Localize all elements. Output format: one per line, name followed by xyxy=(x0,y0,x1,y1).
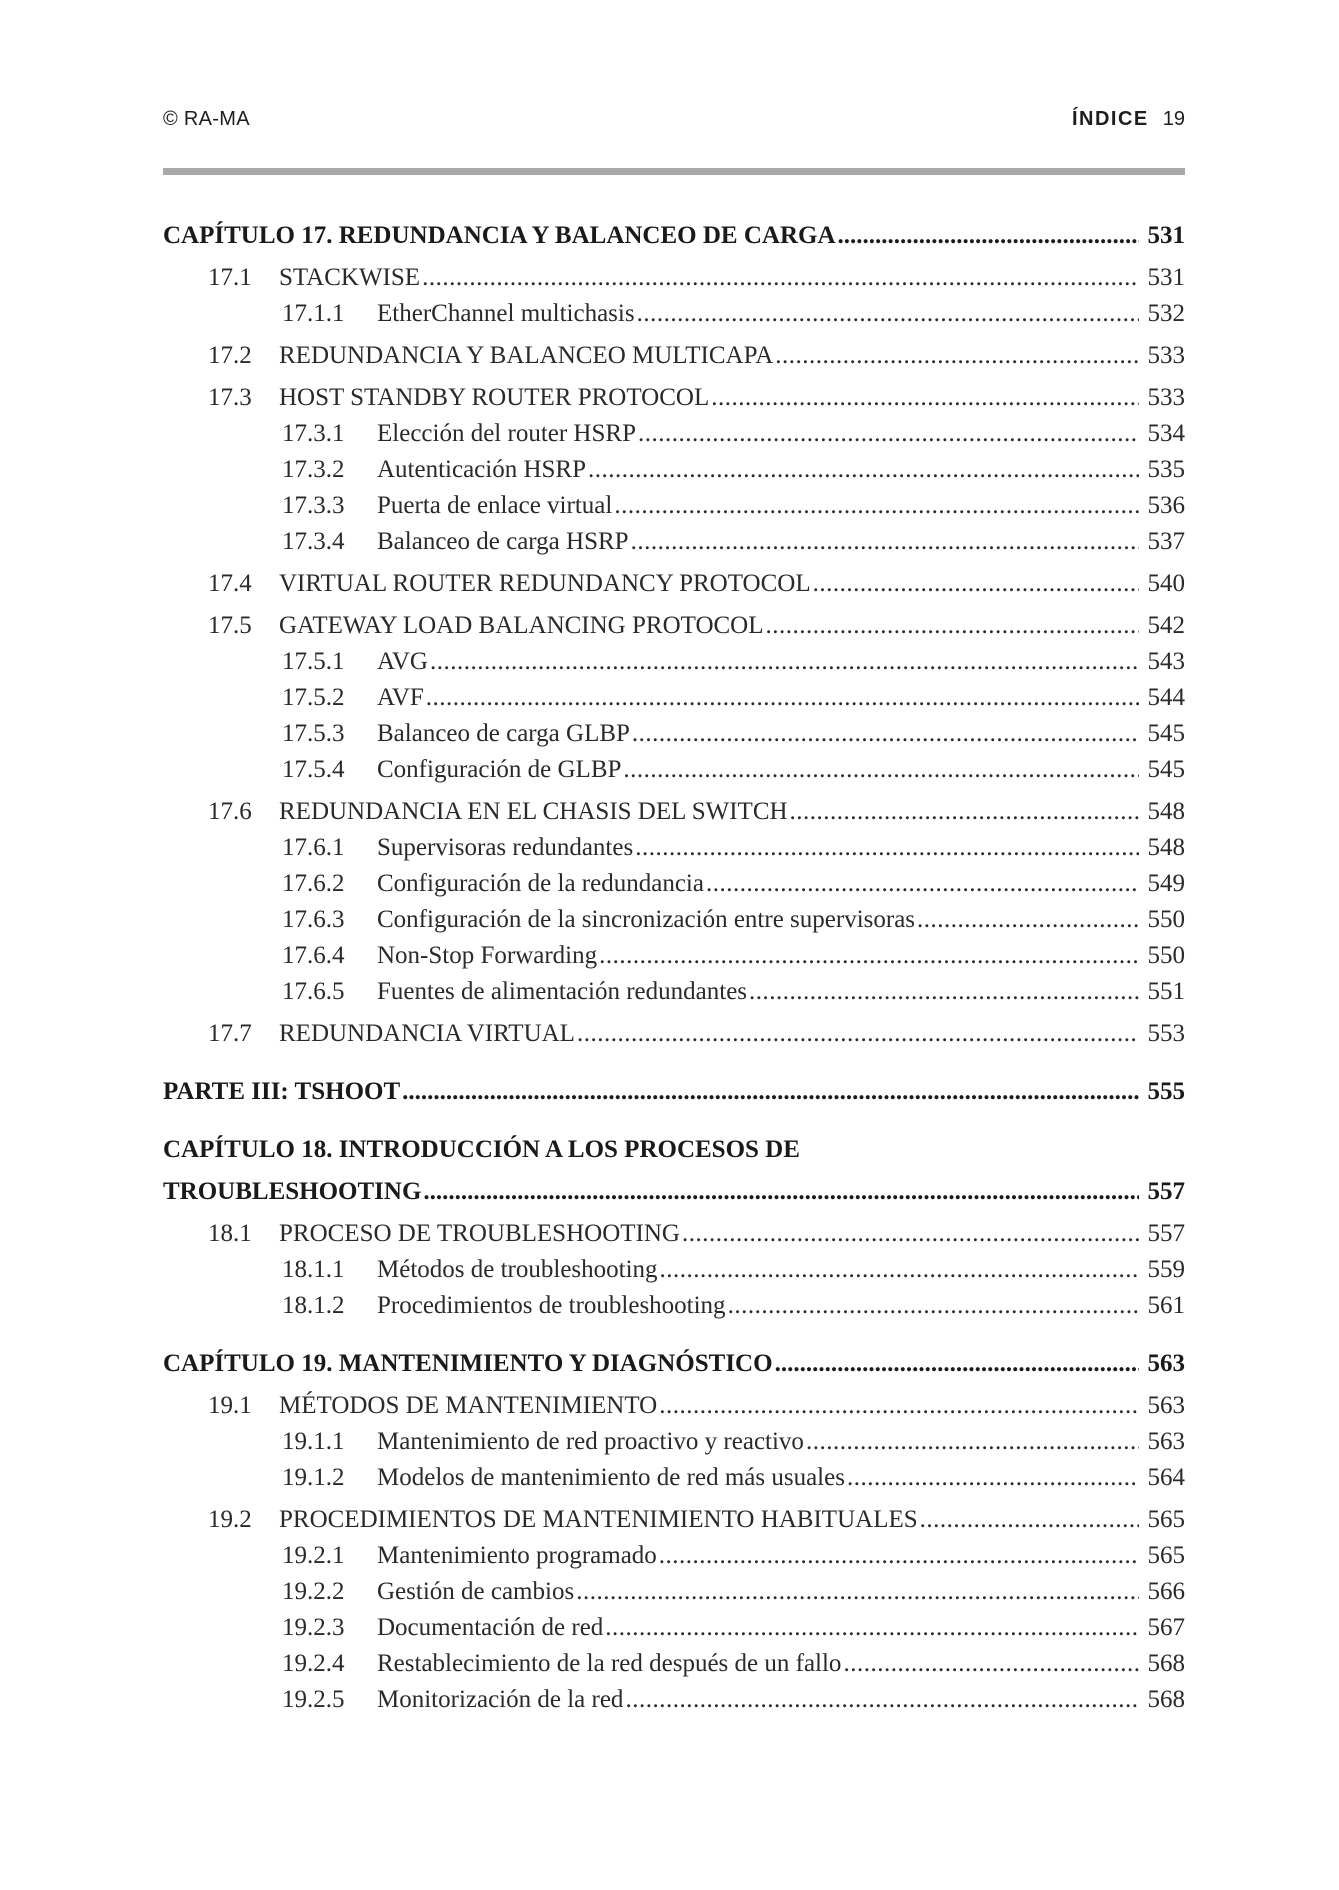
toc-entry-number: 17.3.1 xyxy=(282,420,345,447)
dot-leader xyxy=(917,906,1139,934)
dot-leader xyxy=(711,384,1139,412)
dot-leader xyxy=(422,264,1139,292)
dot-leader xyxy=(843,1650,1139,1678)
toc-entry-page: 564 xyxy=(1147,1464,1185,1491)
toc-entry-page: 531 xyxy=(1147,264,1185,291)
toc-entry-title: TROUBLESHOOTING xyxy=(163,1178,422,1205)
toc-entry-number: 18.1 xyxy=(208,1220,252,1247)
toc-entry-page: 532 xyxy=(1147,300,1185,327)
toc-entry-page: 548 xyxy=(1147,834,1185,861)
dot-leader xyxy=(599,942,1139,970)
toc-entry-number: 18.1.2 xyxy=(282,1292,345,1319)
toc-entry[interactable] xyxy=(163,264,1185,292)
toc-entry-title: Configuración de la redundancia xyxy=(377,870,704,897)
toc-entry[interactable] xyxy=(163,222,1185,250)
dot-leader xyxy=(623,756,1139,784)
dot-leader xyxy=(426,684,1139,712)
toc-entry-title: Autenticación HSRP xyxy=(377,456,587,483)
toc-entry-title: Puerta de enlace virtual xyxy=(377,492,613,519)
toc-entry-page: 536 xyxy=(1147,492,1185,519)
dot-leader xyxy=(625,1686,1139,1714)
toc-entry[interactable] xyxy=(163,720,1185,748)
toc-entry-number: 19.2.1 xyxy=(282,1542,345,1569)
header-right xyxy=(1072,108,1185,131)
toc-title-line1: CAPÍTULO 18. INTRODUCCIÓN A LOS PROCESOS DE xyxy=(163,1136,800,1163)
toc-entry-title: Configuración de GLBP xyxy=(377,756,622,783)
dot-leader xyxy=(766,612,1140,640)
toc-entry[interactable] xyxy=(163,1220,1185,1248)
toc-entry-number: 17.5 xyxy=(208,612,252,639)
dot-leader xyxy=(806,1428,1139,1456)
copyright-label: © RA-MA xyxy=(163,108,250,130)
toc-entry[interactable] xyxy=(163,942,1185,970)
toc-entry[interactable] xyxy=(163,1392,1185,1420)
dot-leader xyxy=(577,1020,1139,1048)
toc-entry-title: VIRTUAL ROUTER REDUNDANCY PROTOCOL xyxy=(279,570,811,597)
toc-entry-number: 17.7 xyxy=(208,1020,252,1047)
toc-entry-number: 17.3.3 xyxy=(282,492,345,519)
toc-entry[interactable] xyxy=(163,1614,1185,1642)
dot-leader xyxy=(749,978,1139,1006)
toc-entry-page: 557 xyxy=(1147,1220,1185,1247)
toc-entry-number: 17.1 xyxy=(208,264,252,291)
toc-entry-page: 568 xyxy=(1147,1650,1185,1677)
toc-entry-number: 17.5.3 xyxy=(282,720,345,747)
toc-entry[interactable] xyxy=(163,870,1185,898)
toc-entry-page: 543 xyxy=(1147,648,1185,675)
dot-leader xyxy=(631,528,1139,556)
dot-leader xyxy=(430,648,1139,676)
toc-entry-title: Configuración de la sincronización entre supervisoras xyxy=(377,906,916,933)
page-number: 19 xyxy=(1162,108,1185,130)
toc-entry-title: STACKWISE xyxy=(279,264,421,291)
toc-entry[interactable] xyxy=(163,528,1185,556)
toc-entry-title: Métodos de troubleshooting xyxy=(377,1256,658,1283)
dot-leader xyxy=(920,1506,1139,1534)
dot-leader xyxy=(638,420,1139,448)
toc-entry-title: Procedimientos de troubleshooting xyxy=(377,1292,726,1319)
toc-entry-title: HOST STANDBY ROUTER PROTOCOL xyxy=(279,384,710,411)
toc-entry[interactable] xyxy=(163,342,1185,370)
toc-entry-title: PROCESO DE TROUBLESHOOTING xyxy=(279,1220,680,1247)
toc-entry-page: 533 xyxy=(1147,384,1185,411)
toc-entry[interactable] xyxy=(163,1292,1185,1320)
toc-entry-title: PROCEDIMIENTOS DE MANTENIMIENTO HABITUALES xyxy=(279,1506,918,1533)
toc-entry-title: Elección del router HSRP xyxy=(377,420,636,447)
toc-entry-title: Mantenimiento de red proactivo y reactivo xyxy=(377,1428,804,1455)
toc-entry-page: 557 xyxy=(1147,1178,1185,1205)
dot-leader xyxy=(402,1078,1139,1106)
toc-entry[interactable] xyxy=(163,1542,1185,1570)
toc-entry-page: 559 xyxy=(1147,1256,1185,1283)
toc-entry-number: 17.1.1 xyxy=(282,300,345,327)
dot-leader xyxy=(637,300,1139,328)
dot-leader xyxy=(588,456,1139,484)
toc-entry-title: Mantenimiento programado xyxy=(377,1542,657,1569)
toc-entry-title: Balanceo de carga GLBP xyxy=(377,720,630,747)
toc-entry-page: 535 xyxy=(1147,456,1185,483)
toc-entry-number: 19.1.2 xyxy=(282,1464,345,1491)
toc-entry[interactable] xyxy=(163,1428,1185,1456)
toc-entry[interactable] xyxy=(163,1650,1185,1678)
toc-entry-number: 17.6.2 xyxy=(282,870,345,897)
toc-entry-title: REDUNDANCIA Y BALANCEO MULTICAPA xyxy=(279,342,774,369)
toc-entry-number: 17.6.1 xyxy=(282,834,345,861)
section-title: ÍNDICE xyxy=(1071,108,1149,130)
toc-entry-page: 563 xyxy=(1147,1392,1185,1419)
toc-entry-page: 531 xyxy=(1147,222,1185,249)
toc-entry-title: EtherChannel multichasis xyxy=(377,300,635,327)
toc-entry-page: 540 xyxy=(1147,570,1185,597)
toc-entry[interactable] xyxy=(163,1256,1185,1284)
toc-entry-page: 553 xyxy=(1147,1020,1185,1047)
toc-entry-title: Documentación de red xyxy=(377,1614,604,1641)
toc-entry-page: 567 xyxy=(1147,1614,1185,1641)
toc-entry-number: 19.1 xyxy=(208,1392,252,1419)
toc-entry-number: 17.5.4 xyxy=(282,756,345,783)
toc-entry-title: GATEWAY LOAD BALANCING PROTOCOL xyxy=(279,612,764,639)
toc-entry-number: 17.2 xyxy=(208,342,252,369)
dot-leader xyxy=(790,798,1139,826)
toc-entry-page: 555 xyxy=(1147,1078,1185,1105)
toc-entry-page: 545 xyxy=(1147,756,1185,783)
toc-entry-title: REDUNDANCIA VIRTUAL xyxy=(279,1020,575,1047)
toc-entry-number: 17.5.2 xyxy=(282,684,345,711)
dot-leader xyxy=(423,1178,1139,1206)
toc-entry-number: 17.3.4 xyxy=(282,528,345,555)
toc-entry-title: Gestión de cambios xyxy=(377,1578,575,1605)
toc-entry[interactable] xyxy=(163,684,1185,712)
dot-leader xyxy=(706,870,1139,898)
toc-entry[interactable] xyxy=(163,1020,1185,1048)
toc-entry-title: Fuentes de alimentación redundantes xyxy=(377,978,748,1005)
toc-entry-title: Restablecimiento de la red después de un fallo xyxy=(377,1650,842,1677)
toc-entry-number: 17.6 xyxy=(208,798,252,825)
dot-leader xyxy=(775,342,1139,370)
toc-entry[interactable] xyxy=(163,648,1185,676)
toc-entry-page: 551 xyxy=(1147,978,1185,1005)
toc-entry[interactable] xyxy=(163,456,1185,484)
toc-entry-title: AVF xyxy=(377,684,424,711)
toc-entry[interactable] xyxy=(163,570,1185,598)
dot-leader xyxy=(813,570,1139,598)
toc-entry-number: 17.4 xyxy=(208,570,252,597)
toc-entry-title: Monitorización de la red xyxy=(377,1686,624,1713)
toc-entry-page: 548 xyxy=(1147,798,1185,825)
toc-entry-page: 550 xyxy=(1147,906,1185,933)
toc-entry-title: REDUNDANCIA EN EL CHASIS DEL SWITCH xyxy=(279,798,788,825)
toc-entry-page: 544 xyxy=(1147,684,1185,711)
dot-leader xyxy=(847,1464,1139,1492)
dot-leader xyxy=(632,720,1139,748)
toc-entry-number: 17.3 xyxy=(208,384,252,411)
toc-entry-page: 563 xyxy=(1147,1428,1185,1455)
toc-entry-number: 19.2.2 xyxy=(282,1578,345,1605)
toc-entry-title: Modelos de mantenimiento de red más usuales xyxy=(377,1464,845,1491)
toc-entry-page: 545 xyxy=(1147,720,1185,747)
dot-leader xyxy=(775,1350,1139,1378)
dot-leader xyxy=(728,1292,1139,1320)
toc-entry-title: PARTE III: TSHOOT xyxy=(163,1078,401,1105)
toc-entry-page: 565 xyxy=(1147,1506,1185,1533)
toc-entry-page: 563 xyxy=(1147,1350,1185,1377)
toc-entry-number: 17.3.2 xyxy=(282,456,345,483)
toc-entry-page: 542 xyxy=(1147,612,1185,639)
toc-entry[interactable] xyxy=(163,1506,1185,1534)
toc-entry[interactable] xyxy=(163,612,1185,640)
toc-entry[interactable] xyxy=(163,756,1185,784)
toc-entry-title: Supervisoras redundantes xyxy=(377,834,634,861)
toc-entry[interactable] xyxy=(163,1686,1185,1714)
toc-entry-title: AVG xyxy=(377,648,428,675)
toc-entry[interactable] xyxy=(163,420,1185,448)
toc-entry-number: 17.6.5 xyxy=(282,978,345,1005)
dot-leader xyxy=(838,222,1140,250)
toc-entry[interactable] xyxy=(163,384,1185,412)
toc-entry-page: 550 xyxy=(1147,942,1185,969)
toc-entry-number: 19.2.3 xyxy=(282,1614,345,1641)
toc-entry[interactable] xyxy=(163,834,1185,862)
toc-entry-page: 568 xyxy=(1147,1686,1185,1713)
toc-entry[interactable] xyxy=(163,300,1185,328)
toc-entry[interactable] xyxy=(163,798,1185,826)
header-rule xyxy=(163,168,1185,175)
toc-entry-page: 566 xyxy=(1147,1578,1185,1605)
toc-entry-page: 549 xyxy=(1147,870,1185,897)
dot-leader xyxy=(660,1256,1139,1284)
toc-entry-page: 533 xyxy=(1147,342,1185,369)
dot-leader xyxy=(576,1578,1139,1606)
toc-entry-number: 17.6.4 xyxy=(282,942,345,969)
toc-entry-page: 561 xyxy=(1147,1292,1185,1319)
toc-entry-number: 17.5.1 xyxy=(282,648,345,675)
toc-entry-number: 18.1.1 xyxy=(282,1256,345,1283)
dot-leader xyxy=(635,834,1139,862)
toc-entry[interactable] xyxy=(163,906,1185,934)
toc-entry-number: 19.2 xyxy=(208,1506,252,1533)
toc-entry[interactable] xyxy=(163,1178,1185,1206)
toc-entry-title: Balanceo de carga HSRP xyxy=(377,528,629,555)
toc-entry-page: 534 xyxy=(1147,420,1185,447)
toc-entry-number: 19.2.5 xyxy=(282,1686,345,1713)
toc-entry-title: CAPÍTULO 19. MANTENIMIENTO Y DIAGNÓSTICO xyxy=(163,1350,773,1377)
toc-entry-number: 19.2.4 xyxy=(282,1650,345,1677)
toc-entry[interactable] xyxy=(163,978,1185,1006)
toc-entry[interactable] xyxy=(163,1578,1185,1606)
toc-entry[interactable] xyxy=(163,1464,1185,1492)
toc-entry[interactable] xyxy=(163,1078,1185,1106)
toc-entry-title: Non-Stop Forwarding xyxy=(377,942,598,969)
toc-entry-page: 565 xyxy=(1147,1542,1185,1569)
toc-entry-title: MÉTODOS DE MANTENIMIENTO xyxy=(279,1392,658,1419)
dot-leader xyxy=(659,1392,1139,1420)
dot-leader xyxy=(614,492,1139,520)
dot-leader xyxy=(659,1542,1139,1570)
toc-entry-number: 17.6.3 xyxy=(282,906,345,933)
dot-leader xyxy=(682,1220,1139,1248)
toc-entry-number: 19.1.1 xyxy=(282,1428,345,1455)
toc-entry[interactable] xyxy=(163,1350,1185,1378)
toc-entry-page: 537 xyxy=(1147,528,1185,555)
toc-entry-title: CAPÍTULO 17. REDUNDANCIA Y BALANCEO DE CARGA xyxy=(163,222,836,249)
toc-entry[interactable] xyxy=(163,492,1185,520)
dot-leader xyxy=(605,1614,1139,1642)
